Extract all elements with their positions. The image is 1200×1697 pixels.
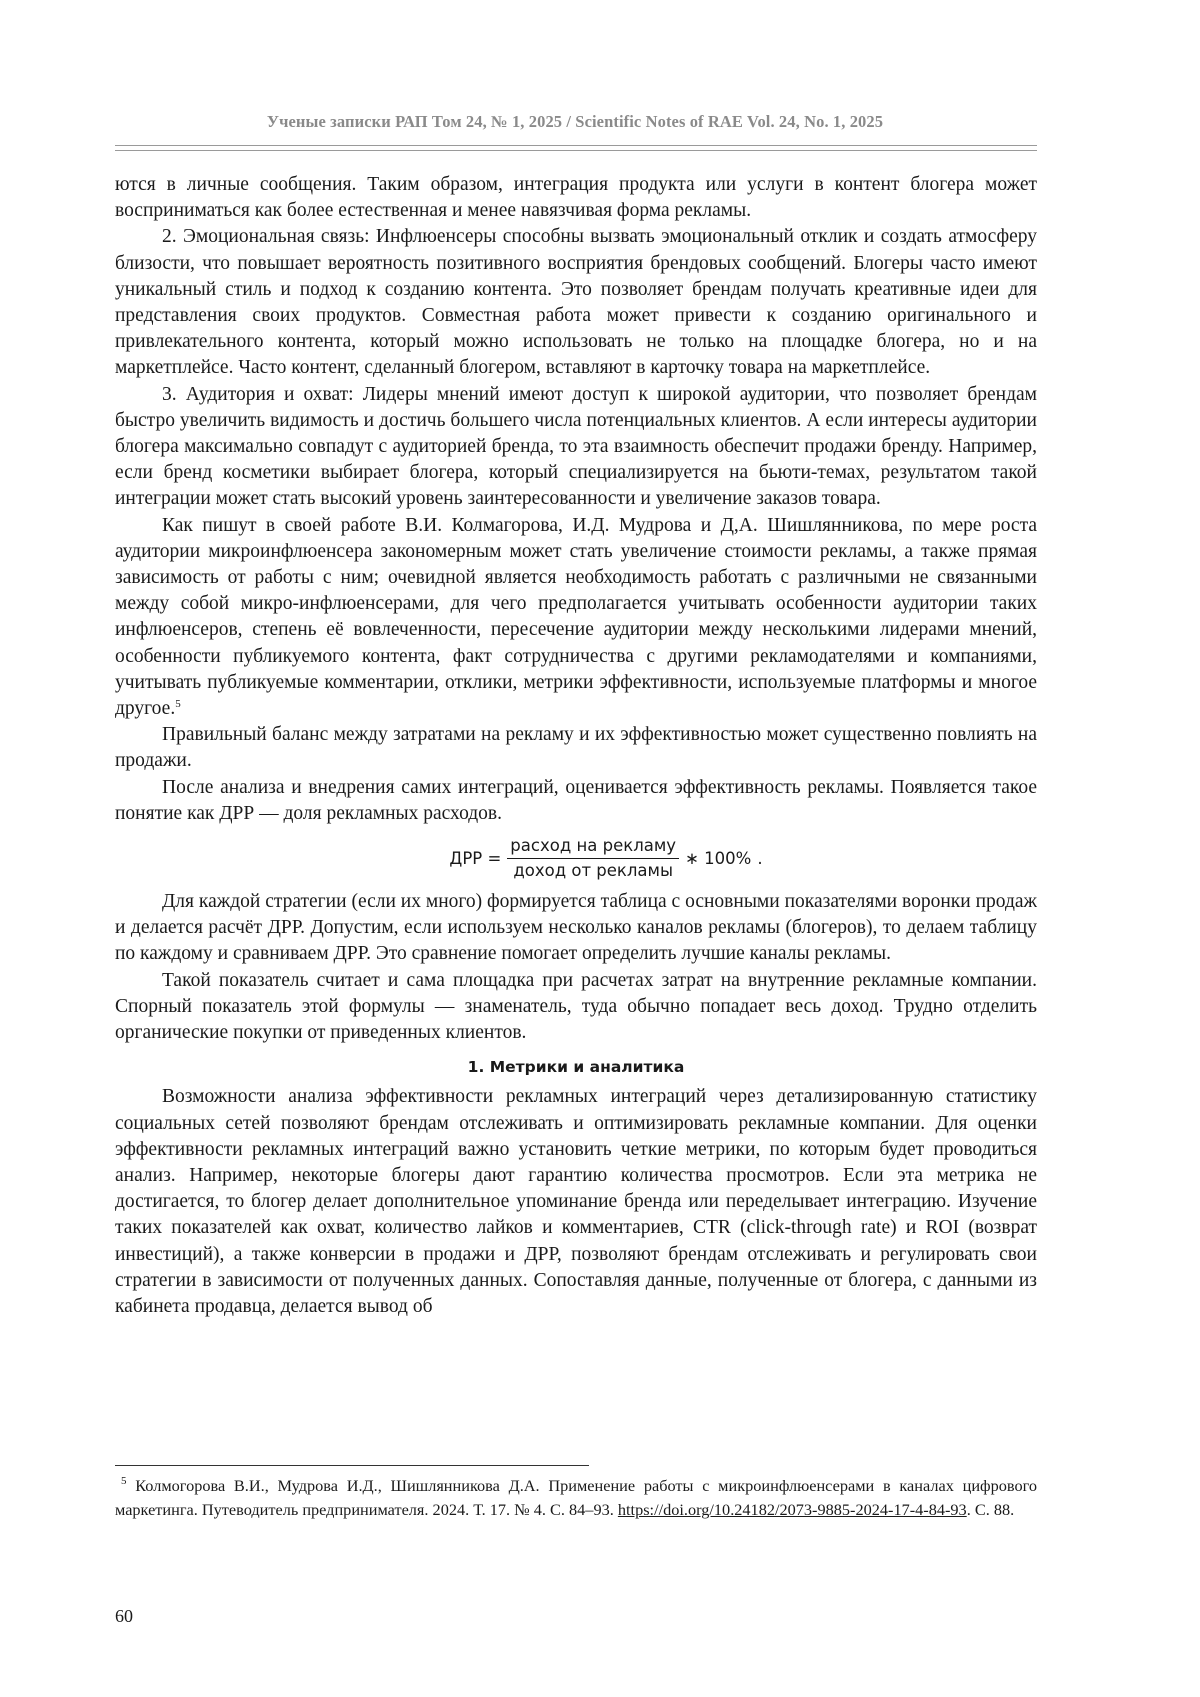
header-rule-top [115,145,1037,146]
paragraph-metrics: Возможности анализа эффективности рекламных интеграций через детализированную статистику социальных сетей позволяют брендам отслеживать и оптимизировать рекламные компании. Для оценки эффективности рекламных интеграций важно установить четкие метрики, по которым будет проводиться анализ. Например, некоторые блогеры дают гарантию количества просмотров. Если эта метрика не достигается, то блогер делает дополнительное упоминание бренда или переделывает интеграцию. Изучение таких показателей как охват, количество лайков и комментариев, CTR (click-through rate) и ROI (возврат инвестиций), а также конверсии в продажи и ДРР, позволяют брендам отслеживать и регулировать свои стратегии в зависимости от полученных данных. Сопоставляя данные, полученные от блогера, с данными из кабинета продавца, делается вывод об [115,1086,1037,1317]
formula-rhs: ∗ 100% [685,848,752,868]
formula-lhs: ДРР = [449,848,502,868]
formula-numerator: расход на рекламу [507,836,679,859]
footnote-doi-link[interactable]: https://doi.org/10.24182/2073-9885-2024-17-4-84-93 [617,1499,967,1519]
formula-end: . [757,848,763,868]
paragraph-platform-metric: Такой показатель считает и сама площадка при расчетах затрат на внутренние рекламные компании. Спорный показатель этой формулы — знаменатель, туда обычно попадает весь доход. Трудно отделить органические покупки от приведенных клиентов. [115,969,1037,1044]
header-rule-bottom [115,150,1037,151]
footnote-mark: 5 [121,1475,127,1487]
paragraph-continuation: ются в личные сообщения. Таким образом, интеграция продукта или услуги в контент блогера может восприниматься как более естественная и менее навязчивая форма рекламы. [115,174,1037,222]
paragraph-citation-text: Как пишут в своей работе В.И. Колмагорова, И.Д. Мудрова и Д,А. Шишлянникова, по мере роста аудитории микроинфлюенсера закономерным может стать увеличение стоимости рекламы, а также прямая зависимость от работы с ним; очевидной является необходимость работать с различными не связанными между собой микро-инфлюенсерами, для чего предполагается учитывать особенности аудитории таких инфлюенсеров, степень её вовлеченности, пересечение аудитории между несколькими лидерами мнений, особенности публикуемого контента, факт сотрудничества с другими рекламодателями и компаниями, учитывать публикуемые комментарии, отклики, метрики эффективности, используемые платформы и многое другое. [115,514,1037,720]
drr-formula [175,827,1037,889]
paragraph-strategy-table: Для каждой стратегии (если их много) формируется таблица с основными показателями воронки продаж и делается расчёт ДРР. Допустим, если используем несколько каналов рекламы (блогеров), то делаем таблицу по каждому и сравниваем ДРР. Это сравнение помогает определить лучшие каналы рекламы. [115,891,1037,965]
paragraph-audience-reach: 3. Аудитория и охват: Лидеры мнений имеют доступ к широкой аудитории, что позволяет брендам быстро увеличить видимость и достичь большего числа потенциальных клиентов. А если интересы аудитории блогера максимально совпадут с аудиторией бренда, то эта взаимность обеспечит продажи бренду. Например, если бренд косметики выбирает блогера, который специализируется на бьюти-темах, результатом такой интеграции может стать высокий уровень заинтересованности и увеличение заказов товара. [115,383,1037,510]
footnote [115,1474,1037,1521]
footnote-text: Колмогорова В.И., Мудрова И.Д., Шишлянникова Д.А. Применение работы с микроинфлюенсерами в каналах цифрового маркетинга. Путеводитель предпринимателя. 2024. Т. 17. № 4. С. 84–93. [115,1476,1037,1519]
paragraph-citation [115,513,1037,723]
page-number: 60 [115,1606,133,1626]
paragraph-emotional-connection: 2. Эмоциональная связь: Инфлюенсеры способны вызвать эмоциональный отклик и создать атмосферу близости, что повышает вероятность позитивного восприятия брендовых сообщений. Блогеры часто имеют уникальный стиль и подход к созданию контента. Это позволяет брендам получать креативные идеи для представления своих продуктов. Совместная работа может привести к созданию оригинального и привлекательного контента, который можно использовать не только на площадке блогера, но и на маркетплейсе. Часто контент, сделанный блогером, вставляют в карточку товара на маркетплейсе. [115,226,1037,379]
formula-fraction [507,836,679,881]
footnote-tail: . С. 88. [966,1499,1015,1519]
footnote-ref[interactable]: 5 [175,698,181,711]
section-heading: 1. Метрики и аналитика [467,1058,685,1077]
footnote-text-wrap [115,1476,1037,1519]
paragraph-drr-intro: После анализа и внедрения самих интеграций, оценивается эффективность рекламы. Появляется такое понятие как ДРР — доля рекламных расходов. [115,776,1037,824]
running-head: Ученые записки РАП Том 24, № 1, 2025 / Scientific Notes of RAE Vol. 24, No. 1, 2025 [266,112,884,131]
footnote-divider [115,1465,589,1466]
article-body [115,172,1037,1320]
formula-denominator: доход от рекламы [513,860,674,880]
paragraph-balance: Правильный баланс между затратами на рекламу и их эффективностью может существенно повлиять на продажи. [115,724,1037,772]
